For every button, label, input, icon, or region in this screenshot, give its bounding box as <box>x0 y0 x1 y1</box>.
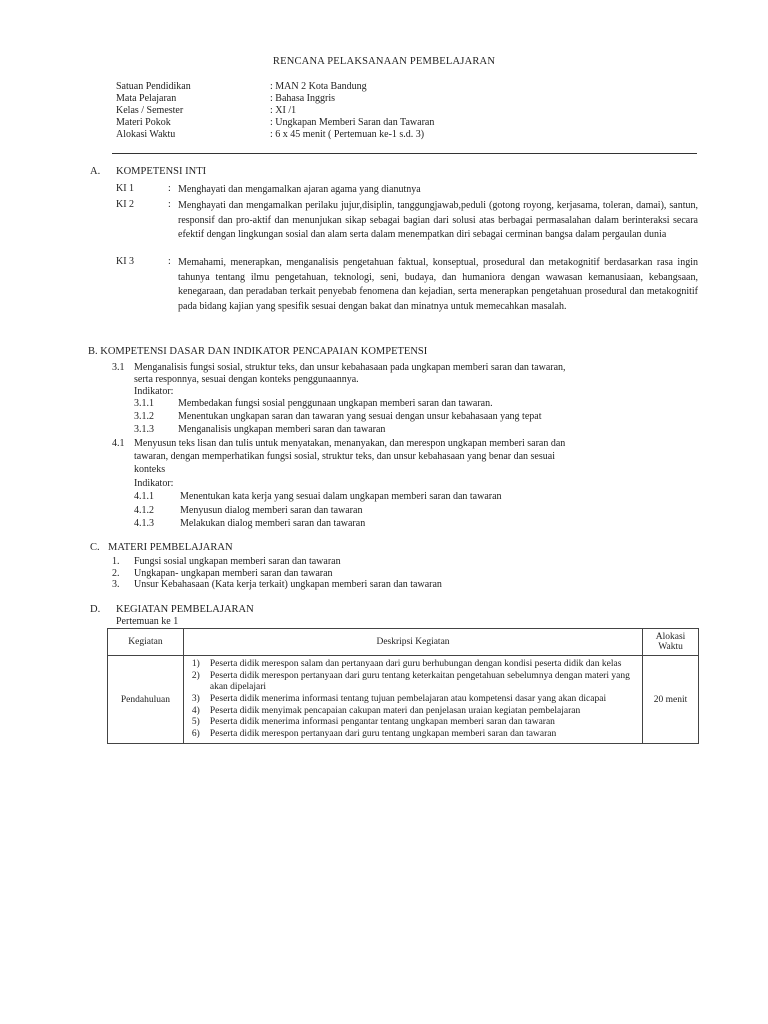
section-d-letter: D. <box>90 604 101 615</box>
kd-number: 4.1 <box>112 438 125 449</box>
list-item <box>188 671 638 694</box>
section-b-title: B. KOMPETENSI DASAR DAN INDIKATOR PENCAPAIAN KOMPETENSI <box>88 346 428 357</box>
kd-text-line: tawaran, dengan memperhatikan fungsi sosial, struktur teks, dan unsur kebahasaan yang benar dan sesuai <box>134 451 555 462</box>
indikator-label: Indikator: <box>134 478 174 489</box>
indicator-number: 4.1.2 <box>134 505 154 516</box>
section-c-title: MATERI PEMBELAJARAN <box>108 542 233 553</box>
materi-text: Fungsi sosial ungkapan memberi saran dan tawaran <box>134 556 341 567</box>
meta-label: Mata Pelajaran <box>116 93 177 104</box>
indicator-number: 4.1.3 <box>134 518 154 529</box>
indicator-number: 3.1.3 <box>134 424 154 435</box>
column-header-kegiatan: Kegiatan <box>108 629 184 656</box>
kd-text-line: konteks <box>134 464 166 475</box>
alokasi-cell: 20 menit <box>643 656 699 744</box>
ki-text: Memahami, menerapkan, menganalisis pengetahuan faktual, konseptual, prosedural dan metakognitif berdasarkan rasa ingin tahunya tentang ilmu pengetahuan, teknologi, seni, budaya, dan humaniora dengan wawasan kemanusiaan, kebangsaan, kenegaraan, dan peradaban terkait penyebab fenomena dan kejadian, serta menerapkan pengetahuan prosedural dan metakognitif pada bidang kajian yang spesifik sesuai dengan bakat dan minatnya untuk memecahkan masalah. <box>178 257 698 312</box>
meta-value: : 6 x 45 menit ( Pertemuan ke-1 s.d. 3) <box>270 129 425 140</box>
alokasi-header-line: Alokasi <box>655 632 686 642</box>
ki-colon: : <box>168 199 171 210</box>
step-text: Peserta didik menerima informasi tentang tujuan pembelajaran atau kompetensi dasar yang akan dicapai <box>209 693 607 704</box>
indicator-number: 3.1.1 <box>134 398 154 409</box>
step-number: 3) <box>191 693 200 704</box>
list-item <box>188 694 638 705</box>
ki-code: KI 1 <box>116 183 135 194</box>
alokasi-header-line: Waktu <box>658 642 683 652</box>
materi-text: Ungkapan- ungkapan memberi saran dan tawaran <box>134 568 333 579</box>
meta-value: : Ungkapan Memberi Saran dan Tawaran <box>270 117 435 128</box>
section-a-letter: A. <box>90 166 101 177</box>
step-number: 2) <box>191 670 200 681</box>
ki-colon: : <box>168 183 171 194</box>
kd-text-line: Menyusun teks lisan dan tulis untuk menyatakan, menanyakan, dan merespon ungkapan memberi saran dan <box>134 438 566 449</box>
materi-number: 2. <box>112 568 120 579</box>
document-title: RENCANA PELAKSANAAN PEMBELAJARAN <box>272 56 496 67</box>
list-item <box>188 706 638 717</box>
column-header-alokasi <box>643 629 699 656</box>
column-header-deskripsi: Deskripsi Kegiatan <box>183 629 642 656</box>
ki-item <box>116 256 698 328</box>
indicator-number: 3.1.2 <box>134 411 154 422</box>
ki-text: Menghayati dan mengamalkan ajaran agama yang dianutnya <box>178 184 421 195</box>
ki-item <box>116 183 698 197</box>
ki-code: KI 3 <box>116 256 135 267</box>
meeting-label: Pertemuan ke 1 <box>116 616 179 627</box>
step-text: Peserta didik menyimak pencapaian cakupan materi dan penjelasan uraian kegiatan pembelajaran <box>209 705 581 716</box>
header-divider <box>112 153 697 154</box>
kd-text-line: serta responnya, sesuai dengan konteks penggunaannya. <box>134 374 359 385</box>
deskripsi-cell <box>183 656 642 744</box>
step-text: Peserta didik merespon pertanyaan dari guru tentang ungkapan memberi saran dan tawaran <box>209 729 557 740</box>
meta-label: Kelas / Semester <box>116 105 184 116</box>
indikator-label: Indikator: <box>134 386 174 397</box>
indicator-text: Melakukan dialog memberi saran dan tawaran <box>180 518 366 529</box>
meta-label: Materi Pokok <box>116 117 171 128</box>
step-number: 1) <box>191 659 200 669</box>
meta-value: : XI /1 <box>270 105 297 116</box>
list-item <box>188 659 638 670</box>
indicator-text: Menyusun dialog memberi saran dan tawaran <box>180 505 363 516</box>
meta-label: Alokasi Waktu <box>116 129 176 140</box>
indicator-text: Menentukan kata kerja yang sesuai dalam ungkapan memberi saran dan tawaran <box>180 491 502 502</box>
list-item <box>188 729 638 740</box>
section-d-title: KEGIATAN PEMBELAJARAN <box>116 604 254 615</box>
materi-number: 1. <box>112 556 120 567</box>
table-header-row <box>108 629 699 656</box>
section-c-letter: C. <box>90 542 100 553</box>
materi-text: Unsur Kebahasaan (Kata kerja terkait) ungkapan memberi saran dan tawaran <box>134 579 442 590</box>
step-text: Peserta didik merespon pertanyaan dari guru tentang keterkaitan pengetahuan sebelumnya dengan materi yang akan dipelajari <box>209 670 630 693</box>
step-list <box>184 656 642 743</box>
ki-text: Menghayati dan mengamalkan perilaku jujur,disiplin, tanggungjawab,peduli (gotong royong, kerjasama, toleran, damai), santun, responsif dan pro-aktif dan menunjukan sikap sebagai bagian dari solusi atas berbagai permasalahan dalam berinteraksi secara efektif dengan lingkungan sosial dan alam serta dalam menempatkan diri sebagai cerminan bangsa dalam pergaulan dunia <box>178 200 698 240</box>
materi-number: 3. <box>112 579 120 590</box>
step-text: Peserta didik menerima informasi pengantar tentang ungkapan memberi saran dan tawaran <box>209 717 555 728</box>
kd-text-line: Menganalisis fungsi sosial, struktur teks, dan unsur kebahasaan pada ungkapan memberi saran dan tawaran, <box>134 362 566 373</box>
kegiatan-cell: Pendahuluan <box>108 656 184 744</box>
step-number: 4) <box>191 705 200 716</box>
meta-value: : Bahasa Inggris <box>270 93 335 104</box>
indicator-text: Menganalisis ungkapan memberi saran dan tawaran <box>178 424 386 435</box>
ki-item <box>116 199 698 259</box>
indicator-number: 4.1.1 <box>134 491 154 502</box>
ki-code: KI 2 <box>116 199 135 210</box>
indicator-text: Menentukan ungkapan saran dan tawaran yang sesuai dengan unsur kebahasaan yang tepat <box>178 411 542 422</box>
step-number: 6) <box>191 729 200 740</box>
indicator-text: Membedakan fungsi sosial penggunaan ungkapan memberi saran dan tawaran. <box>178 398 493 409</box>
ki-colon: : <box>168 256 171 267</box>
kd-number: 3.1 <box>112 362 125 373</box>
step-number: 5) <box>191 717 200 728</box>
list-item <box>188 717 638 728</box>
step-text: Peserta didik merespon salam dan pertanyaan dari guru berhubungan dengan kondisi peserta didik dan kelas <box>209 659 622 669</box>
section-a-title: KOMPETENSI INTI <box>116 166 207 177</box>
table-row <box>108 656 699 744</box>
meta-label: Satuan Pendidikan <box>116 81 191 92</box>
activity-table <box>107 628 699 744</box>
meta-value: : MAN 2 Kota Bandung <box>270 81 367 92</box>
